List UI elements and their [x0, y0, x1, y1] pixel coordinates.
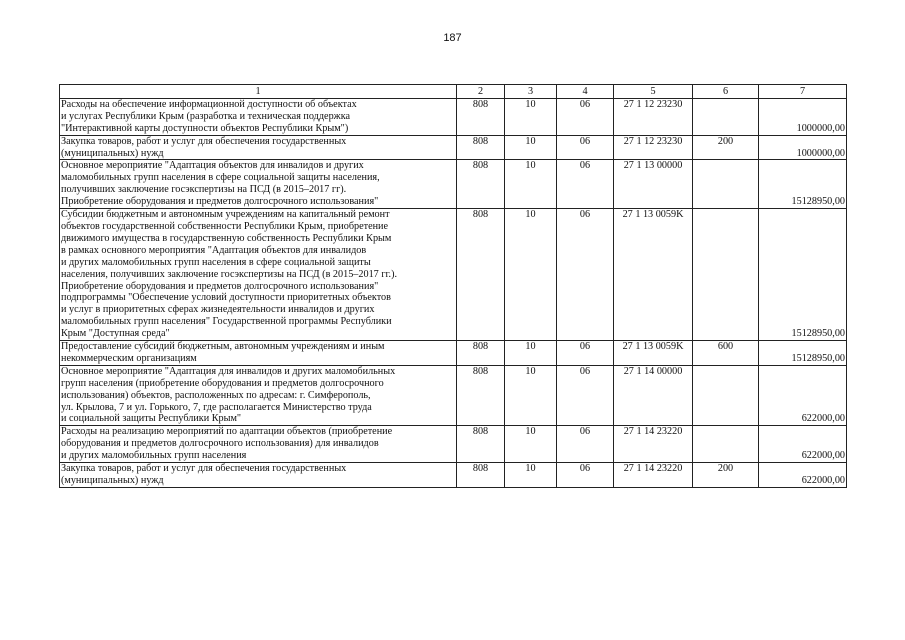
- expense-type-cell: 200: [693, 463, 759, 488]
- description-line: и других маломобильных групп населения: [61, 450, 247, 462]
- subsection-cell: 06: [557, 98, 614, 135]
- description-line: Субсидии бюджетным и автономным учреждениям на капитальный ремонт: [61, 209, 390, 221]
- expense-type-cell: 600: [693, 341, 759, 366]
- subsection-cell: 06: [557, 160, 614, 209]
- row-description: [60, 463, 457, 488]
- target-article-cell: 27 1 12 23230: [614, 135, 693, 160]
- column-header: 5: [614, 85, 693, 99]
- description-line: Расходы на реализацию мероприятий по адаптации объектов (приобретение: [61, 426, 393, 438]
- target-article-cell: 27 1 14 23220: [614, 463, 693, 488]
- subsection-cell: 06: [557, 341, 614, 366]
- table-row: [60, 341, 847, 366]
- amount-cell: 15128950,00: [759, 209, 847, 341]
- column-header: 4: [557, 85, 614, 99]
- page-number: 187: [443, 32, 462, 44]
- ministry-code-cell: 808: [457, 98, 505, 135]
- row-description: [60, 426, 457, 463]
- column-header: 2: [457, 85, 505, 99]
- section-cell: 10: [505, 98, 557, 135]
- description-line: "Интерактивной карты доступности объектов Республики Крым"): [61, 122, 349, 134]
- header-row: [60, 85, 847, 99]
- description-line: и социальной защиты Республики Крым": [61, 413, 242, 425]
- table-row: [60, 365, 847, 426]
- expense-type-cell: [693, 98, 759, 135]
- target-article-cell: 27 1 13 0059K: [614, 209, 693, 341]
- section-cell: 10: [505, 426, 557, 463]
- ministry-code-cell: 808: [457, 209, 505, 341]
- description-line: Закупка товаров, работ и услуг для обеспечения государственных: [61, 135, 347, 147]
- target-article-cell: 27 1 12 23230: [614, 98, 693, 135]
- amount-cell: 622000,00: [759, 463, 847, 488]
- description-line: ул. Крылова, 7 и ул. Горького, 7, где располагается Министерство труда: [61, 401, 372, 413]
- description-line: (муниципальных) нужд: [61, 475, 164, 486]
- description-line: маломобильных групп населения в сфере социальной защиты населения,: [61, 172, 380, 184]
- section-cell: 10: [505, 463, 557, 488]
- row-description: [60, 341, 457, 366]
- description-line: групп населения (приобретение оборудования и предметов долгосрочного: [61, 377, 384, 389]
- description-line: Предоставление субсидий бюджетным, автономным учреждениям и иным: [61, 341, 385, 353]
- section-cell: 10: [505, 365, 557, 426]
- description-line: Приобретение оборудования и предметов долгосрочного использования": [61, 196, 379, 208]
- description-line: Приобретение оборудования и предметов долгосрочного использования": [61, 280, 379, 292]
- description-line: подпрограммы "Обеспечение условий доступности приоритетных объектов: [61, 292, 391, 304]
- amount-cell: 1000000,00: [759, 98, 847, 135]
- row-description: [60, 209, 457, 341]
- target-article-cell: 27 1 14 23220: [614, 426, 693, 463]
- amount-cell: 622000,00: [759, 426, 847, 463]
- description-line: движимого имущества в государственную собственность Республики Крым: [61, 232, 392, 244]
- expense-type-cell: [693, 160, 759, 209]
- description-line: Закупка товаров, работ и услуг для обеспечения государственных: [61, 463, 347, 475]
- description-line: Расходы на обеспечение информационной доступности об объектах: [61, 98, 357, 110]
- ministry-code-cell: 808: [457, 135, 505, 160]
- table-row: [60, 463, 847, 488]
- budget-table: [59, 84, 847, 488]
- ministry-code-cell: 808: [457, 365, 505, 426]
- column-header: 1: [60, 85, 457, 99]
- subsection-cell: 06: [557, 135, 614, 160]
- subsection-cell: 06: [557, 463, 614, 488]
- target-article-cell: 27 1 14 00000: [614, 365, 693, 426]
- target-article-cell: 27 1 13 00000: [614, 160, 693, 209]
- amount-cell: 15128950,00: [759, 160, 847, 209]
- amount-cell: 622000,00: [759, 365, 847, 426]
- description-line: в рамках основного мероприятия "Адаптация объектов для инвалидов: [61, 244, 367, 256]
- section-cell: 10: [505, 209, 557, 341]
- ministry-code-cell: 808: [457, 160, 505, 209]
- row-description: [60, 365, 457, 426]
- description-line: маломобильных групп населения" Государственной программы Республики: [61, 316, 392, 328]
- description-line: Основное мероприятие "Адаптация объектов для инвалидов и других: [61, 160, 364, 172]
- ministry-code-cell: 808: [457, 463, 505, 488]
- description-line: использования) объектов, расположенных по адресам: г. Симферополь,: [61, 389, 371, 401]
- subsection-cell: 06: [557, 365, 614, 426]
- description-line: (муниципальных) нужд: [61, 147, 164, 159]
- table-row: [60, 160, 847, 209]
- amount-cell: 15128950,00: [759, 341, 847, 366]
- subsection-cell: 06: [557, 426, 614, 463]
- description-line: и услугах Республики Крым (разработка и техническая поддержка: [61, 110, 351, 122]
- description-line: Основное мероприятие "Адаптация для инвалидов и других маломобильных: [61, 365, 396, 377]
- description-line: оборудования и предметов долгосрочного использования) для инвалидов: [61, 438, 379, 450]
- section-cell: 10: [505, 135, 557, 160]
- section-cell: 10: [505, 160, 557, 209]
- row-description: [60, 135, 457, 160]
- row-description: [60, 160, 457, 209]
- expense-type-cell: [693, 426, 759, 463]
- ministry-code-cell: 808: [457, 426, 505, 463]
- expense-type-cell: [693, 209, 759, 341]
- expense-type-cell: [693, 365, 759, 426]
- table-row: [60, 209, 847, 341]
- table-row: [60, 135, 847, 160]
- section-cell: 10: [505, 341, 557, 366]
- description-line: населения, получивших заключение госэкспертизы на ПСД (в 2015–2017 гг.).: [61, 268, 398, 280]
- column-header: 3: [505, 85, 557, 99]
- expense-type-cell: 200: [693, 135, 759, 160]
- description-line: и услуг в приоритетных сферах жизнедеятельности инвалидов и других: [61, 304, 375, 316]
- description-line: и других маломобильных групп населения в сфере социальной защиты: [61, 256, 371, 268]
- table-row: [60, 98, 847, 135]
- column-header: 6: [693, 85, 759, 99]
- description-line: получивших заключение госэкспертизы на ПСД (в 2015–2017 гг).: [61, 184, 347, 196]
- description-line: объектов государственной собственности Республики Крым, приобретение: [61, 220, 389, 232]
- row-description: [60, 98, 457, 135]
- subsection-cell: 06: [557, 209, 614, 341]
- column-header: 7: [759, 85, 847, 99]
- table-row: [60, 426, 847, 463]
- description-line: некоммерческим организациям: [61, 352, 197, 364]
- target-article-cell: 27 1 13 0059K: [614, 341, 693, 366]
- ministry-code-cell: 808: [457, 341, 505, 366]
- amount-cell: 1000000,00: [759, 135, 847, 160]
- description-line: Крым "Доступная среда": [61, 328, 170, 340]
